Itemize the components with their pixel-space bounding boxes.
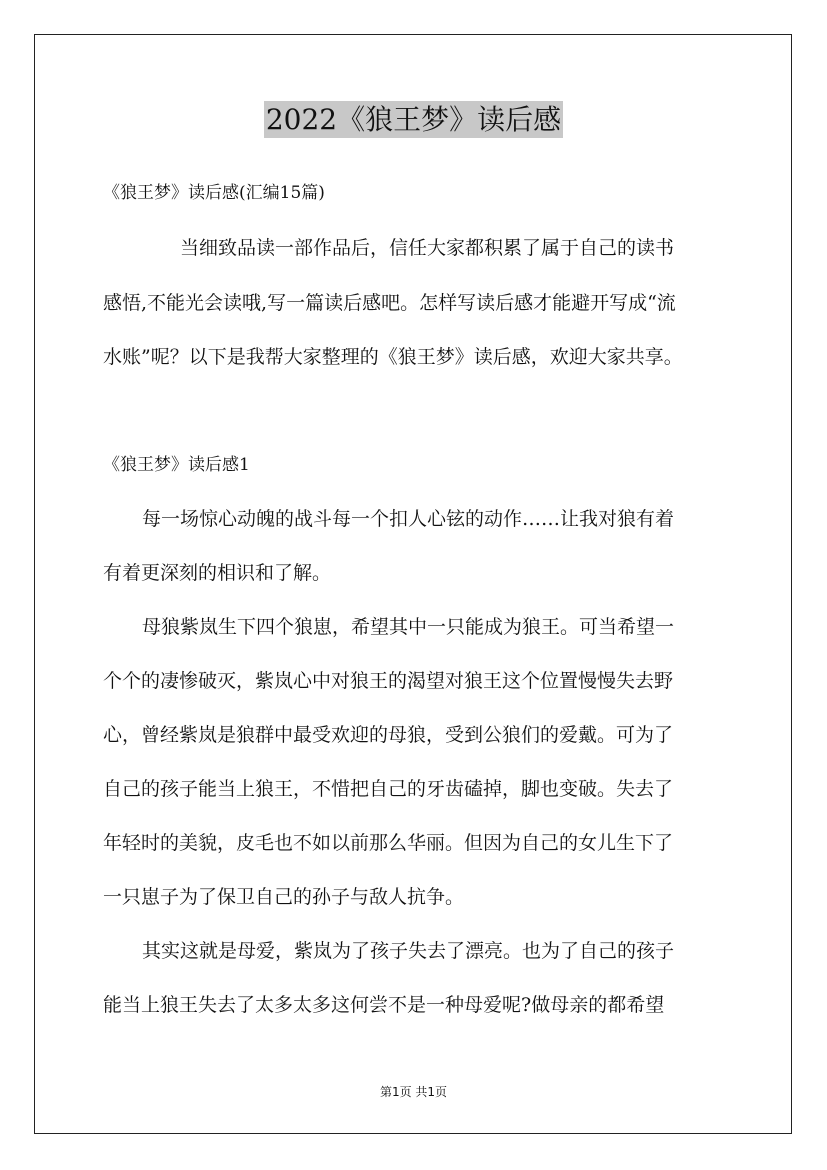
body-line-2: 有着更深刻的相识和了解。 [103, 562, 332, 584]
body-line-5: 心，曾经紫岚是狼群中最受欢迎的母狼，受到公狼们的爱戴。可为了 [103, 724, 674, 746]
body-line-1: 每一场惊心动魄的战斗每一个扣人心铉的动作……让我对狼有着 [142, 508, 675, 530]
body-line-7: 年轻时的美貌，皮毛也不如以前那么华丽。但因为自己的女儿生下了 [103, 832, 674, 854]
body-line-4: 个个的凄惨破灭，紫岚心中对狼王的渴望对狼王这个位置慢慢失去野 [103, 670, 674, 692]
body-line-8: 一只崽子为了保卫自己的孙子与敌人抗争。 [103, 886, 465, 908]
intro-line-2: 感悟,不能光会读哦,写一篇读后感吧。怎样写读后感才能避开写成“流 [103, 292, 676, 314]
body-line-9: 其实这就是母爱，紫岚为了孩子失去了漂亮。也为了自己的孩子 [142, 940, 675, 962]
page-footer: 第1页 共1页 [379, 1085, 448, 1099]
document-title [0, 100, 827, 140]
intro-line-3: 水账”呢？以下是我帮大家整理的《狼王梦》读后感，欢迎大家共享。 [103, 346, 683, 368]
body-line-10: 能当上狼王失去了太多太多这何尝不是一种母爱呢?做母亲的都希望 [103, 994, 665, 1016]
intro-line-1: 当细致品读一部作品后，信任大家都积累了属于自己的读书 [180, 237, 675, 259]
document-title-text: 2022《狼王梦》读后感 [265, 103, 562, 136]
section-heading: 《狼王梦》读后感1 [103, 455, 250, 475]
body-line-3: 母狼紫岚生下四个狼崽，希望其中一只能成为狼王。可当希望一 [142, 616, 675, 638]
body-line-6: 自己的孩子能当上狼王，不惜把自己的牙齿磕掉，脚也变破。失去了 [103, 778, 674, 800]
document-subtitle: 《狼王梦》读后感(汇编15篇) [103, 183, 325, 203]
